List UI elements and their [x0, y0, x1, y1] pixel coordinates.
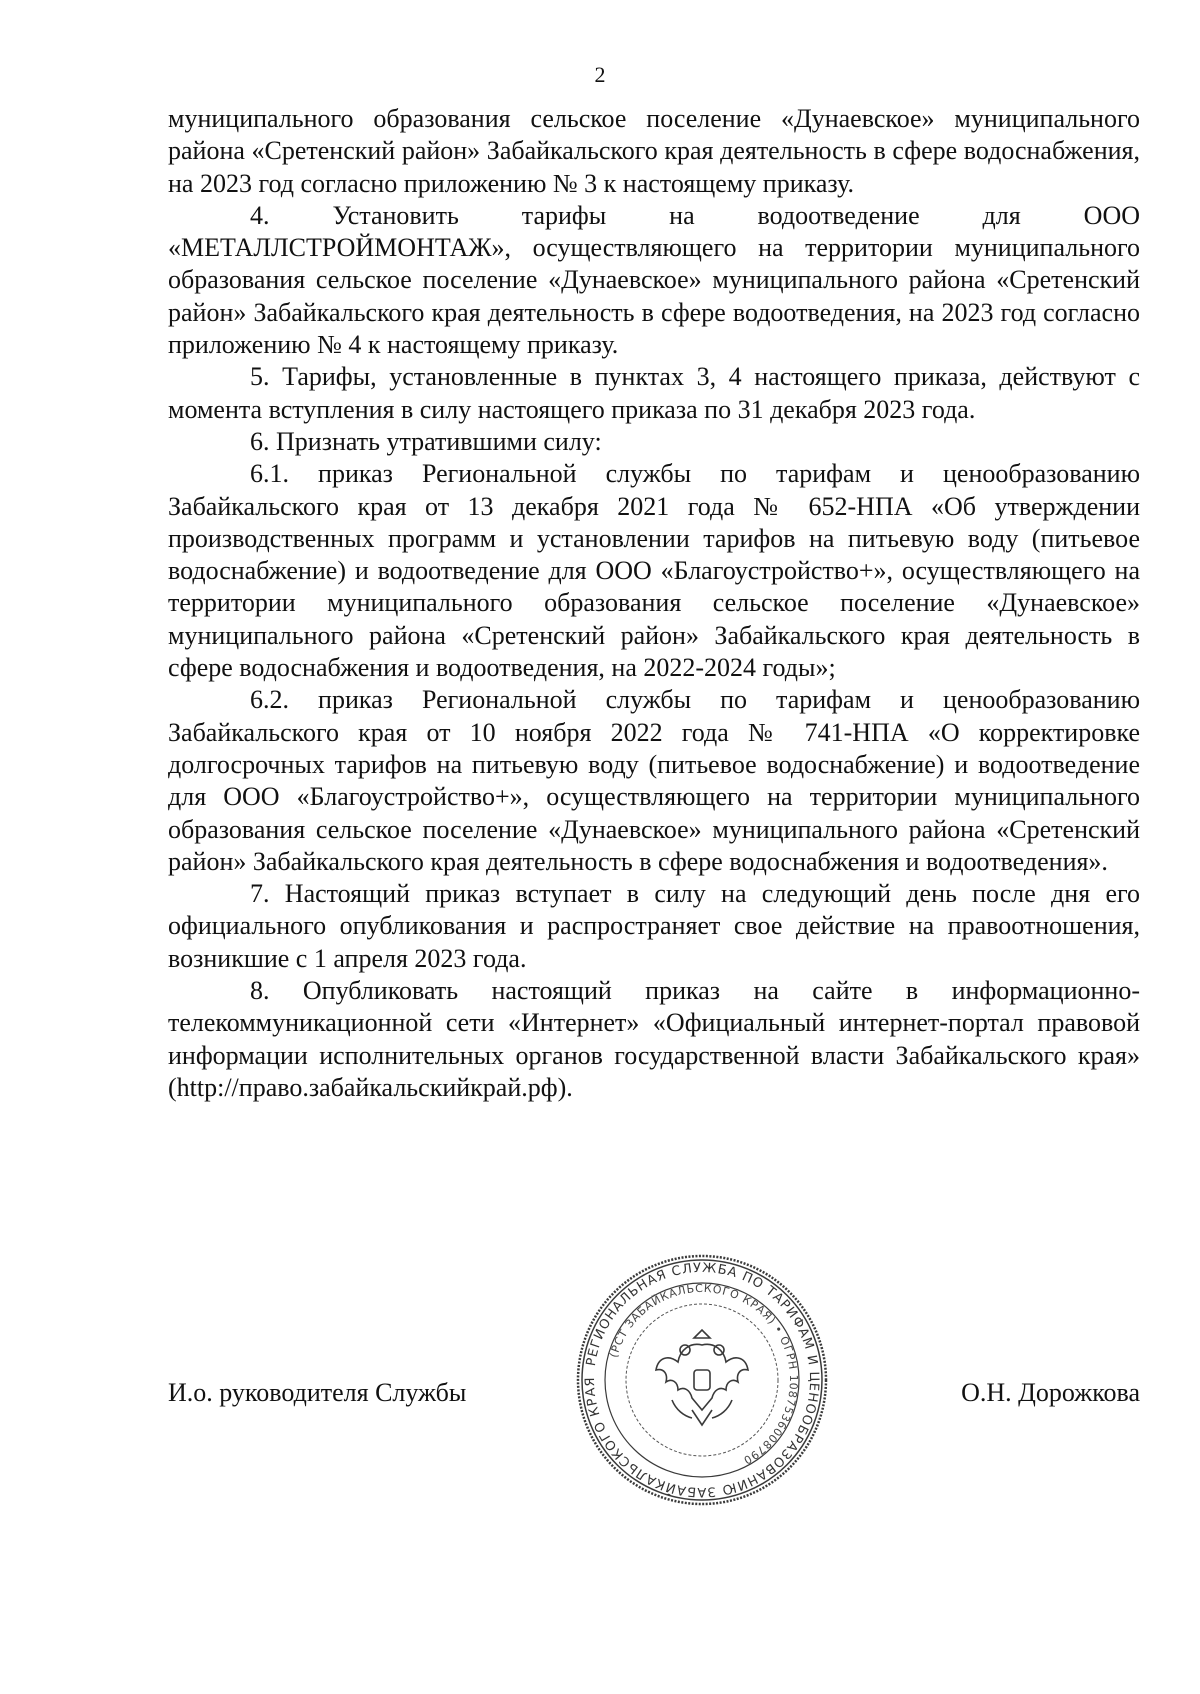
signatory-name: О.Н. Дорожкова	[961, 1378, 1140, 1407]
paragraph-item-6: 6. Признать утратившими силу:	[250, 426, 602, 456]
paragraph-item-5: 5. Тарифы, установленные в пунктах 3, 4 настоящего приказа, действуют с момента вступления в силу настоящего приказа по 31 декабря 2023 года.	[168, 362, 1140, 424]
paragraph-continuation: муниципального образования сельское поселение «Дунаевское» муниципального района «Сретенский район» Забайкальского края деятельность в сфере водоснабжения, на 2023 год согласно приложению № 3 к настоящему приказу.	[168, 104, 1140, 198]
page-number: 2	[594, 62, 606, 87]
signatory-title: И.о. руководителя Службы	[168, 1378, 467, 1407]
paragraph-item-7: 7. Настоящий приказ вступает в силу на следующий день после дня его официального опубликования и распространяет свое действие на правоотношения, возникшие с 1 апреля 2023 года.	[168, 879, 1140, 973]
document-body	[168, 103, 1140, 1104]
seal-outer-text: РЕГИОНАЛЬНАЯ СЛУЖБА ПО ТАРИФАМ И ЦЕНООБРАЗОВАНИЮ ЗАБАЙКАЛЬСКОГО КРАЯ	[582, 1260, 822, 1500]
paragraph-item-4: 4. Установить тарифы на водоотведение для ООО «МЕТАЛЛСТРОЙМОНТАЖ», осуществляющего на территории муниципального образования сельское поселение «Дунаевское» муниципального района «Сретенский район» Забайкальского края деятельность в сфере водоотведения, на 2023 год согласно приложению № 4 к настоящему приказу.	[168, 200, 1140, 360]
paragraph-item-8: 8. Опубликовать настоящий приказ на сайте в информационно-телекоммуникационной сети «Интернет» «Официальный интернет-портал правовой информации исполнительных органов государственной власти Забайкальского края» (http://право.забайкальскийкрай.рф).	[168, 976, 1140, 1102]
seal-inner-text: (РСТ ЗАБАЙКАЛЬСКОГО КРАЯ) • ОГРН 1087536008790	[607, 1281, 801, 1468]
signature-block	[0, 1378, 1200, 1418]
paragraph-item-6-1: 6.1. приказ Региональной службы по тарифам и ценообразованию Забайкальского края от 13 декабря 2021 года № 652-НПА «Об утверждении производственных программ и установлении тарифов на питьевую воду (питьевое водоснабжение) и водоотведение для ООО «Благоустройство+», осуществляющего на территории муниципального образования сельское поселение «Дунаевское» муниципального района «Сретенский район» Забайкальского края деятельность в сфере водоснабжения и водоотведения, на 2022-2024 годы»;	[168, 459, 1140, 683]
paragraph-item-6-2: 6.2. приказ Региональной службы по тарифам и ценообразованию Забайкальского края от 10 ноября 2022 года № 741-НПА «О корректировке долгосрочных тарифов на питьевую воду (питьевое водоснабжение) и водоотведение для ООО «Благоустройство+», осуществляющего на территории муниципального образования сельское поселение «Дунаевское» муниципального района «Сретенский район» Забайкальского края деятельность в сфере водоснабжения и водоотведения».	[168, 685, 1140, 876]
